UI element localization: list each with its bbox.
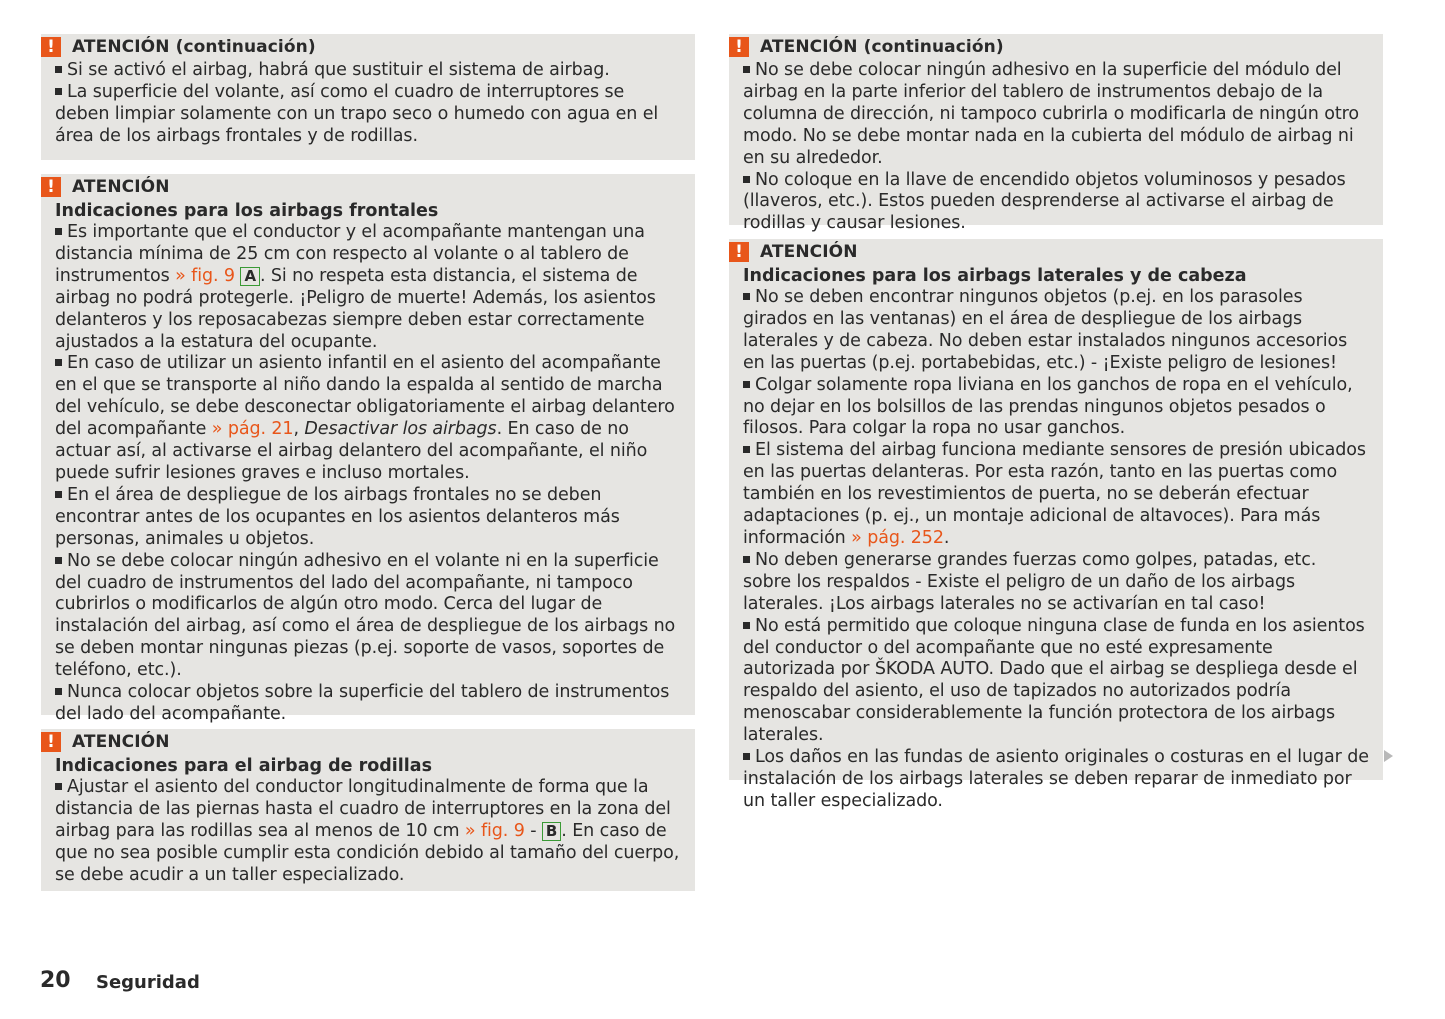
- warning-header: [41, 176, 681, 198]
- page-reference-link[interactable]: » pág. 252: [851, 527, 944, 548]
- bullet-item: El sistema del airbag funciona mediante sensores de presión ubicados en las puertas delanteras. Por esta razón, tanto en las puertas como también en los revestimientos de puerta, no se deberán efectuar adaptaciones (p. ej., un montaje adicional de altavoces). Para más información » pág. 252.: [743, 440, 1366, 548]
- bullet-square-icon: [743, 622, 750, 629]
- bullet-square-icon: [55, 66, 62, 73]
- bullet-item: Ajustar el asiento del conductor longitudinalmente de forma que la distancia de las piernas hasta el cuadro de interruptores en la zona del airbag para las rodillas sea al menos de 10 cm » fig. 9 - B . En caso de que no sea posible cumplir esta condición debido al tamaño del cuerpo, se debe acudir a un taller especializado.: [55, 777, 680, 885]
- figure-key-label: A: [240, 267, 260, 286]
- figure-reference-link[interactable]: » fig. 9: [175, 265, 235, 286]
- warning-header: [729, 241, 1369, 263]
- page-reference-link[interactable]: » pág. 21: [211, 419, 294, 440]
- bullet-item: Si se activó el airbag, habrá que sustituir el sistema de airbag.: [55, 60, 681, 82]
- bullet-square-icon: [55, 228, 62, 235]
- warning-box-knee-airbag: [41, 729, 695, 891]
- warning-box-continued: [41, 34, 695, 160]
- bullet-square-icon: [55, 359, 62, 366]
- bullet-square-icon: [743, 176, 750, 183]
- warning-subtitle: Indicaciones para el airbag de rodillas: [55, 756, 433, 776]
- bullet-item: Es importante que el conductor y el acompañante mantengan una distancia mínima de 25 cm con respecto al volante o al tablero de instrumentos » fig. 9 A . Si no respeta esta distancia, el sistema de airbag no podrá protegerle. ¡Peligro de muerte! Además, los asientos delanteros y los reposacabezas siempre deben estar correctamente ajustados a la estatura del ocupante.: [55, 222, 656, 352]
- warning-title: ATENCIÓN (continuación): [72, 37, 316, 57]
- warning-header: [41, 731, 681, 753]
- bullet-item: No coloque en la llave de encendido objetos voluminosos y pesados (llaveros, etc.). Estos pueden desprenderse al activarse el airbag de rodillas y causar lesiones.: [743, 169, 1346, 234]
- bullet-square-icon: [55, 688, 62, 695]
- warning-icon: !: [41, 177, 61, 197]
- section-title-reference: Desactivar los airbags: [304, 419, 497, 440]
- warning-title: ATENCIÓN (continuación): [760, 37, 1004, 57]
- bullet-item: No se deben encontrar ningunos objetos (p.ej. en los parasoles girados en las ventanas) en el área de despliegue de los airbags laterales y de cabeza. No deben estar instalados ningunos accesorios en las puertas (p.ej. portabebidas, etc.) - ¡Existe peligro de lesiones!: [743, 287, 1348, 373]
- bullet-square-icon: [743, 66, 750, 73]
- bullet-square-icon: [743, 381, 750, 388]
- warning-title: ATENCIÓN: [72, 177, 170, 197]
- warning-header: [41, 36, 681, 58]
- page-number: 20: [40, 968, 71, 993]
- bullet-square-icon: [55, 783, 62, 790]
- figure-reference-link[interactable]: » fig. 9: [464, 820, 525, 841]
- warning-subtitle: Indicaciones para los airbags laterales y de cabeza: [743, 266, 1247, 286]
- bullet-item: En caso de utilizar un asiento infantil en el asiento del acompañante en el que se transporte al niño dando la espalda al sentido de marcha del vehículo, se debe desconectar obligatoriamente el airbag delantero del acompañante » pág. 21, Desactivar los airbags. En caso de no actuar así, al activarse el airbag delantero del acompañante, el niño puede sufrir lesiones graves e incluso mortales.: [55, 353, 675, 483]
- warning-icon: !: [41, 37, 61, 57]
- bullet-square-icon: [743, 446, 750, 453]
- bullet-item: No se debe colocar ningún adhesivo en la superficie del módulo del airbag en la parte inferior del tablero de instrumentos debajo de la columna de dirección, ni tampoco cubrirla o modificarla de ningún otro modo. No se debe montar nada en la cubierta del módulo de airbag ni en su alrededor.: [743, 60, 1359, 168]
- warning-subtitle: Indicaciones para los airbags frontales: [55, 201, 439, 221]
- bullet-item: Nunca colocar objetos sobre la superficie del tablero de instrumentos del lado del acompañante.: [55, 682, 670, 724]
- figure-key-label: B: [542, 822, 561, 841]
- warning-title: ATENCIÓN: [72, 732, 170, 752]
- section-name: Seguridad: [96, 972, 200, 993]
- bullet-item: No está permitido que coloque ninguna clase de funda en los asientos del conductor o del acompañante que no esté expresamente autorizada por ŠKODA AUTO. Dado que el airbag se despliega desde el respaldo del asiento, el uso de tapizados no autorizados podría menoscabar considerablemente la función protectora de los airbags laterales.: [743, 615, 1365, 746]
- warning-box-frontal-airbags: [41, 174, 695, 724]
- warning-icon: !: [729, 37, 749, 57]
- warning-header: [729, 36, 1369, 58]
- bullet-square-icon: [55, 491, 62, 498]
- warning-icon: !: [729, 242, 749, 262]
- continue-arrow-icon: [1384, 750, 1393, 762]
- bullet-square-icon: [743, 753, 750, 760]
- warning-title: ATENCIÓN: [760, 242, 858, 262]
- bullet-square-icon: [743, 556, 750, 563]
- bullet-square-icon: [55, 88, 62, 95]
- bullet-item: No se debe colocar ningún adhesivo en el volante ni en la superficie del cuadro de instrumentos del lado del acompañante, ni tampoco cubrirlos o modificarlos de algún otro modo. Cerca del lugar de instalación del airbag, así como el área de despliegue de los airbags no se deben montar ningunas piezas (p.ej. soporte de vasos, soportes de teléfono, etc.).: [55, 550, 676, 681]
- warning-icon: !: [41, 732, 61, 752]
- bullet-item: En el área de despliegue de los airbags frontales no se deben encontrar antes de los ocupantes en los asientos delanteros más personas, animales u objetos.: [55, 484, 620, 549]
- bullet-item: Los daños en las fundas de asiento originales o costuras en el lugar de instalación de los airbags laterales se deben reparar de inmediato por un taller especializado.: [743, 747, 1369, 811]
- bullet-square-icon: [743, 293, 750, 300]
- bullet-square-icon: [55, 557, 62, 564]
- warning-box-continued: [729, 34, 1383, 234]
- bullet-item: No deben generarse grandes fuerzas como golpes, patadas, etc. sobre los respaldos - Existe el peligro de un daño de los airbags laterales. ¡Los airbags laterales no se activarían en tal caso!: [743, 549, 1317, 614]
- bullet-item: Colgar solamente ropa liviana en los ganchos de ropa en el vehículo, no dejar en los bolsillos de las prendas ningunos objetos pesados o filosos. Para colgar la ropa no usar ganchos.: [743, 374, 1353, 439]
- warning-box-side-head-airbags: [729, 239, 1383, 811]
- bullet-item: La superficie del volante, así como el cuadro de interruptores se deben limpiar solamente con un trapo seco o humedo con agua en el área de los airbags frontales y de rodillas.: [55, 81, 659, 146]
